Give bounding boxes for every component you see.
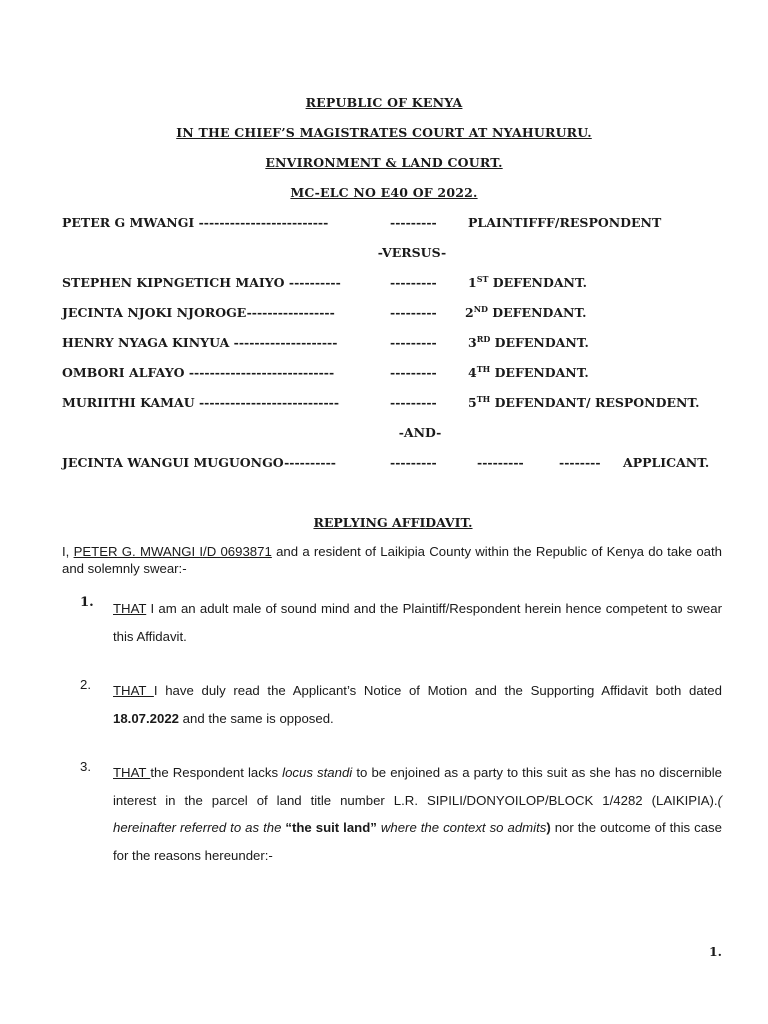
party-dashes: --------- xyxy=(390,215,437,230)
party-dashes: --------- xyxy=(390,455,437,470)
party-dashes: --------- xyxy=(477,455,524,470)
party-dashes: --------- xyxy=(390,395,437,410)
party-name: OMBORI ALFAYO ---------------------------- xyxy=(62,365,335,380)
header-case-number: MC-ELC NO E40 OF 2022. xyxy=(290,185,478,200)
paragraph-text: THAT I have duly read the Applicant’s Notice of Motion and the Supporting Affidavit both dated 18.07.2022 and the same is opposed. xyxy=(113,683,722,726)
intro-paragraph: I, PETER G. MWANGI I/D 0693871 and a resident of Laikipia County within the Republic of Kenya do take oath and solemnly swear:- xyxy=(62,544,722,576)
party-role: 2ND DEFENDANT. xyxy=(465,303,587,320)
paragraph-text: THAT I am an adult male of sound mind and the Plaintiff/Respondent herein hence competent to swear this Affidavit. xyxy=(113,601,722,644)
header-division: ENVIRONMENT & LAND COURT. xyxy=(265,155,503,170)
paragraph-text: THAT the Respondent lacks locus standi to be enjoined as a party to this suit as she has no discernible interest in the parcel of land title number L.R. SIPILI/DONYOILOP/BLOCK 1/4282 (LAIKIPIA).( hereinafter referred to as the “the suit land” where the context so admits) nor the outcome of this case for the reasons hereunder:- xyxy=(113,765,723,863)
document-title: REPLYING AFFIDAVIT. xyxy=(313,515,473,530)
party-name: JECINTA WANGUI MUGUONGO---------- xyxy=(62,455,336,470)
party-name: JECINTA NJOKI NJOROGE----------------- xyxy=(62,305,335,320)
page-number: 1. xyxy=(708,944,722,959)
party-role: PLAINTIFFF/RESPONDENT xyxy=(468,215,662,230)
paragraph-number: 1. xyxy=(80,595,94,610)
and-label: -AND- xyxy=(398,425,442,440)
paragraph-number: 2. xyxy=(80,677,91,692)
party-role: 1ST DEFENDANT. xyxy=(468,273,587,290)
party-name: MURIITHI KAMAU --------------------------- xyxy=(62,395,340,410)
header-republic: REPUBLIC OF KENYA xyxy=(305,95,463,110)
party-name: STEPHEN KIPNGETICH MAIYO ---------- xyxy=(62,275,341,290)
party-role: 4TH DEFENDANT. xyxy=(468,363,589,380)
party-dashes: --------- xyxy=(390,365,437,380)
party-dashes: --------- xyxy=(390,275,437,290)
party-role: 5TH DEFENDANT/ RESPONDENT. xyxy=(468,393,700,410)
party-dashes: --------- xyxy=(390,335,437,350)
party-name: PETER G MWANGI ------------------------- xyxy=(62,215,329,230)
party-name: HENRY NYAGA KINYUA -------------------- xyxy=(62,335,338,350)
versus-label: -VERSUS- xyxy=(377,245,447,260)
deponent-name: PETER G. MWANGI I/D 0693871 xyxy=(73,544,272,559)
header-court: IN THE CHIEF’S MAGISTRATES COURT AT NYAHURURU. xyxy=(176,125,592,140)
paragraph-number: 3. xyxy=(80,759,91,774)
party-dashes: --------- xyxy=(390,305,437,320)
party-dashes: -------- xyxy=(559,455,601,470)
party-role: APPLICANT. xyxy=(623,455,710,470)
party-role: 3RD DEFENDANT. xyxy=(468,333,589,350)
